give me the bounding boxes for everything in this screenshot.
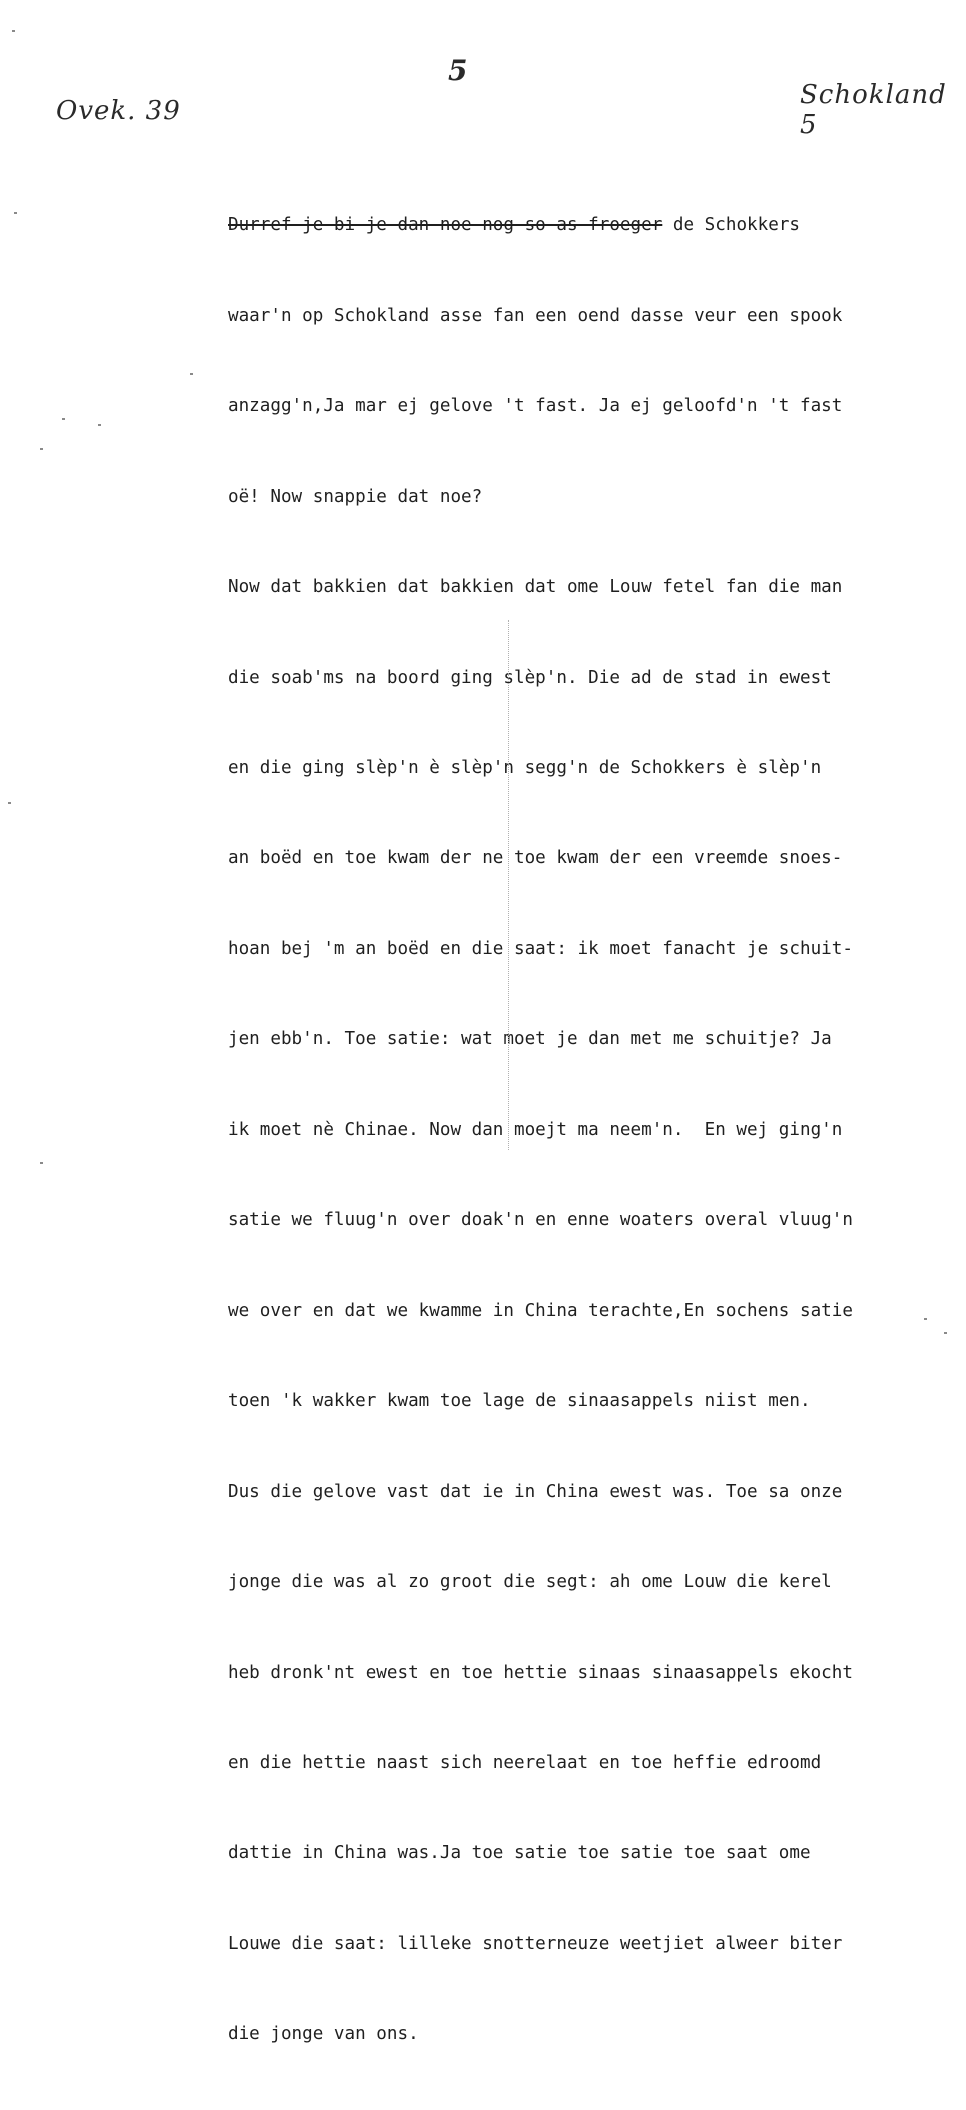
- text-line: hoan bej 'm an boëd en die saat: ik moet fanacht je schuit-: [228, 938, 853, 959]
- paper-speck: [190, 373, 193, 375]
- text-line: Louwe die saat: lilleke snotterneuze weetjiet alweer biter: [228, 1933, 843, 1954]
- paper-speck: [944, 1332, 947, 1334]
- text-line: die jonge van ons.: [228, 2024, 419, 2045]
- text-line: anzagg'n,Ja mar ej gelove 't fast. Ja ej geloofd'n 't fast: [228, 396, 843, 417]
- paper-speck: [14, 212, 17, 214]
- text-line: toen 'k wakker kwam toe lage de sinaasappels niist men.: [228, 1391, 811, 1412]
- text-line: heb dronk'nt ewest en toe hettie sinaas sinaasappels ekocht: [228, 1662, 853, 1683]
- typewritten-body: [228, 150, 958, 2110]
- text-line: jen ebb'n. Toe satie: wat moet je dan met me schuitje? Ja: [228, 1029, 832, 1050]
- paper-speck: [98, 424, 101, 426]
- paper-fold-line: [508, 620, 509, 1150]
- handwritten-annotation-left: Ovek. 39: [56, 96, 181, 126]
- text-line: Dus die gelove vast dat ie in China ewest was. Toe sa onze: [228, 1481, 843, 1502]
- paper-speck: [40, 448, 43, 450]
- text-line: we over en dat we kwamme in China terachte,En sochens satie: [228, 1300, 853, 1321]
- paper-speck: [12, 30, 15, 32]
- text-line: ik moet nè Chinae. Now dan moejt ma neem'n. En wej ging'n: [228, 1119, 843, 1140]
- text-line: dattie in China was.Ja toe satie toe satie toe saat ome: [228, 1843, 811, 1864]
- text-line: en die hettie naast sich neerelaat en toe heffie edroomd: [228, 1753, 822, 1774]
- text-line: satie we fluug'n over doak'n en enne woaters overal vluug'n: [228, 1210, 853, 1231]
- paper-speck: [924, 1318, 927, 1320]
- text-line: die soab'ms na boord ging slèp'n. Die ad de stad in ewest: [228, 667, 832, 688]
- text-line: en die ging slèp'n è slèp'n segg'n de Schokkers è slèp'n: [228, 758, 822, 779]
- paper-speck: [8, 802, 11, 804]
- text-line: jonge die was al zo groot die segt: ah ome Louw die kerel: [228, 1572, 832, 1593]
- handwritten-annotation-right: Schokland 5: [800, 80, 947, 140]
- text-line: waar'n op Schokland asse fan een oend dasse veur een spook: [228, 305, 843, 326]
- paper-speck: [40, 1162, 43, 1164]
- text-line: oë! Now snappie dat noe?: [228, 486, 483, 507]
- text-line: an boëd en toe kwam der ne toe kwam der een vreemde snoes-: [228, 848, 843, 869]
- paper-speck: [62, 418, 65, 420]
- text-line: [228, 210, 958, 240]
- struck-through-text: Durref je bi je dan noe nog so as froeger: [228, 215, 663, 236]
- text-line-content: de Schokkers: [662, 215, 800, 236]
- page-number: 5: [448, 54, 468, 87]
- text-line: Now dat bakkien dat bakkien dat ome Louw fetel fan die man: [228, 577, 843, 598]
